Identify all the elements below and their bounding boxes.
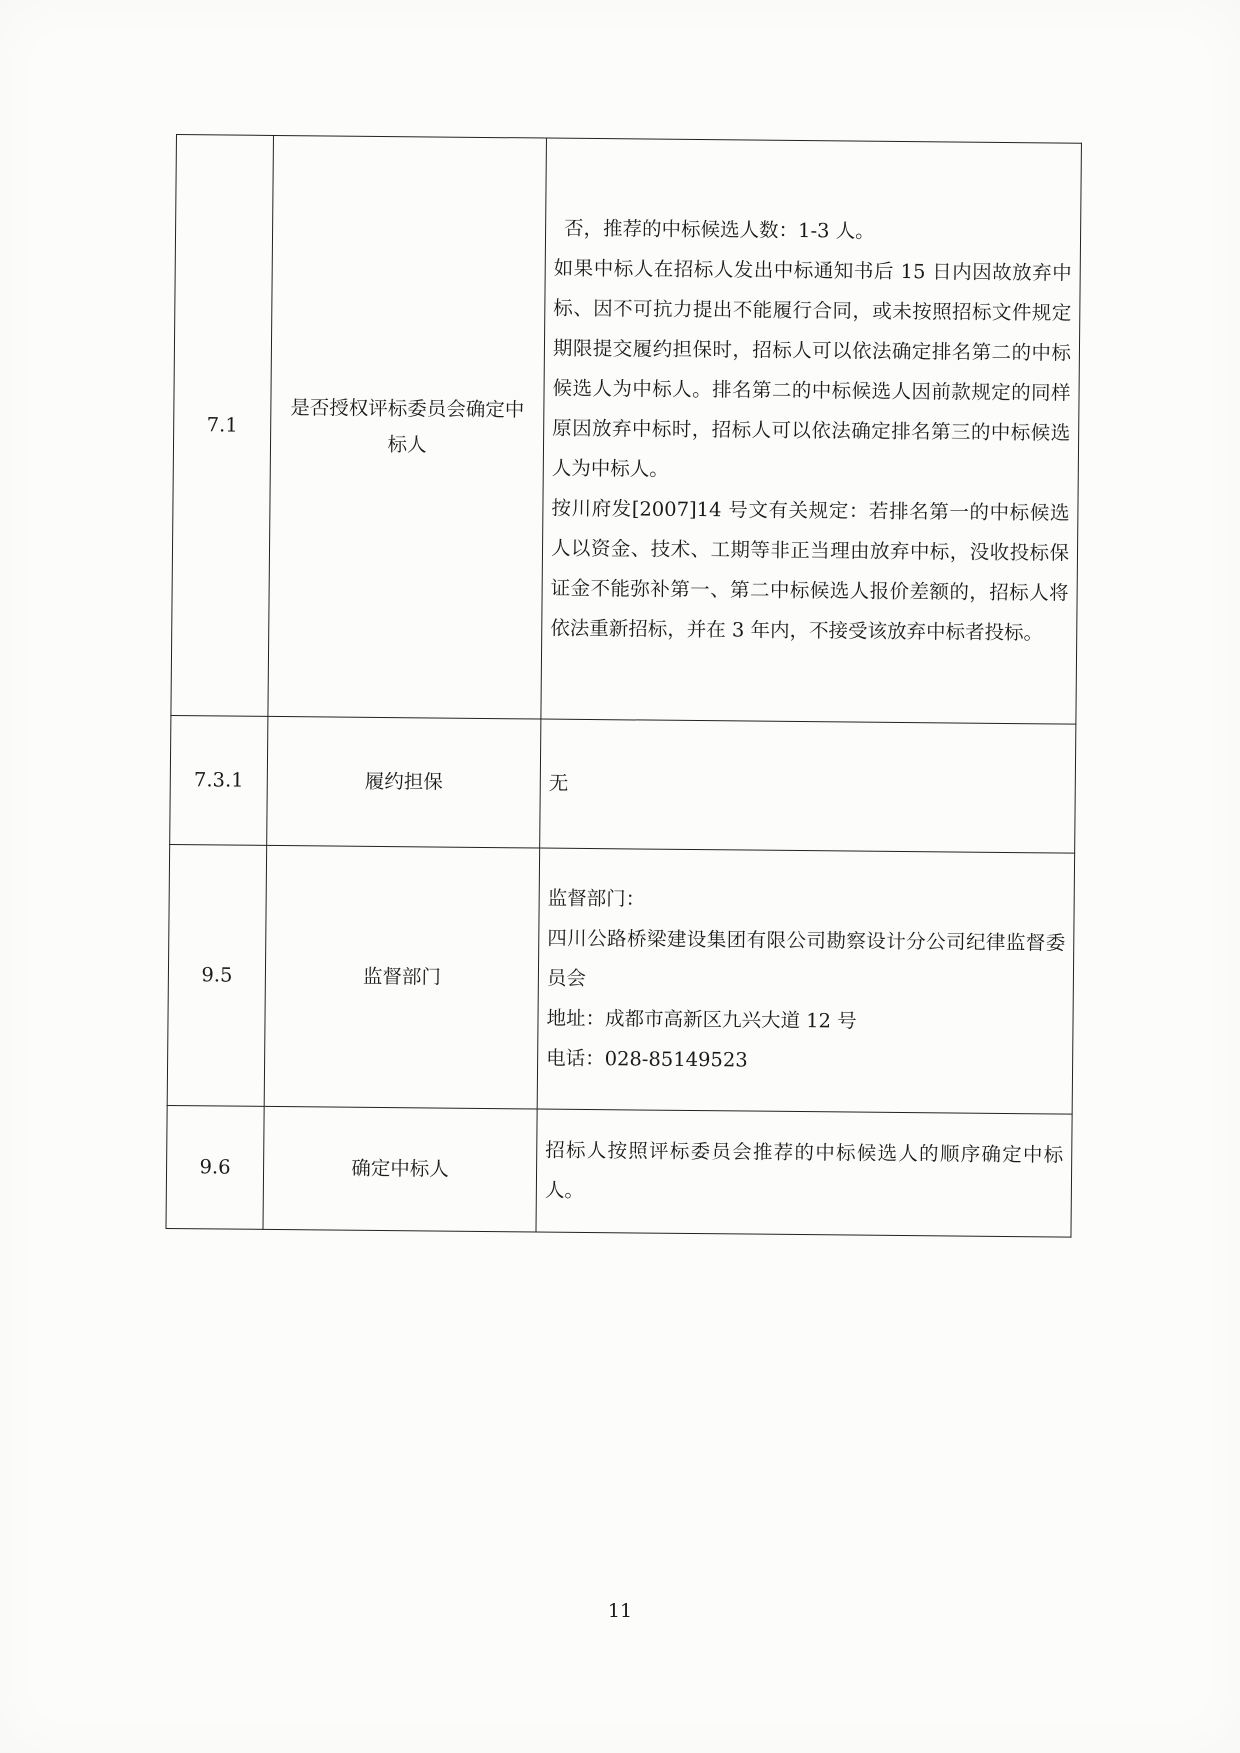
content-paragraph: 地址：成都市高新区九兴大道 12 号 <box>546 1006 857 1033</box>
clause-number: 7.3.1 <box>170 715 268 845</box>
clause-item: 确定中标人 <box>263 1106 537 1232</box>
content-paragraph: 无 <box>548 771 569 795</box>
table-row <box>170 715 1076 853</box>
content-paragraph: 招标人按照评标委员会推荐的中标候选人的顺序确定中标人。 <box>544 1138 1064 1202</box>
content-paragraph: 按川府发[2007]14 号文有关规定：若排名第一的中标候选人以资金、技术、工期等非正当理由放弃中标，没收投标保证金不能弥补第一、第二中标候选人报价差额的，招标人将依法重新招标，并在 3 年内，不接受该放弃中标者投标。 <box>550 496 1070 645</box>
content-paragraph: 监督部门： <box>547 886 646 911</box>
content-paragraph: 电话：028-85149523 <box>546 1046 748 1072</box>
content-paragraph: 如果中标人在招标人发出中标通知书后 15 日内因故放弃中标、因不可抗力提出不能履行合同，或未按照招标文件规定期限提交履约担保时，招标人可以依法确定排名第二的中标候选人为中标人。排名第二的中标候选人因前款规定的同样原因放弃中标时，招标人可以依法确定排名第三的中标候选人为中标人。 <box>551 256 1072 481</box>
content-paragraph: 否，推荐的中标候选人数：1-3 人。 <box>564 216 875 243</box>
table-row <box>167 844 1074 1114</box>
clause-number: 9.6 <box>166 1105 264 1229</box>
table-row <box>166 1105 1072 1237</box>
clause-number: 9.5 <box>167 844 267 1106</box>
clause-content <box>541 138 1082 724</box>
table-row <box>171 135 1082 725</box>
clause-content <box>537 848 1074 1114</box>
bid-data-table <box>165 134 1081 1238</box>
clause-number: 7.1 <box>171 135 274 717</box>
clause-content <box>540 719 1076 853</box>
page-number: 11 <box>607 1600 633 1622</box>
clause-content <box>536 1109 1072 1237</box>
content-paragraph: 四川公路桥梁建设集团有限公司勘察设计分公司纪律监督委员会 <box>546 926 1066 990</box>
clause-item: 是否授权评标委员会确定中标人 <box>268 135 547 719</box>
clause-item: 监督部门 <box>264 845 539 1109</box>
clause-item: 履约担保 <box>267 716 541 848</box>
